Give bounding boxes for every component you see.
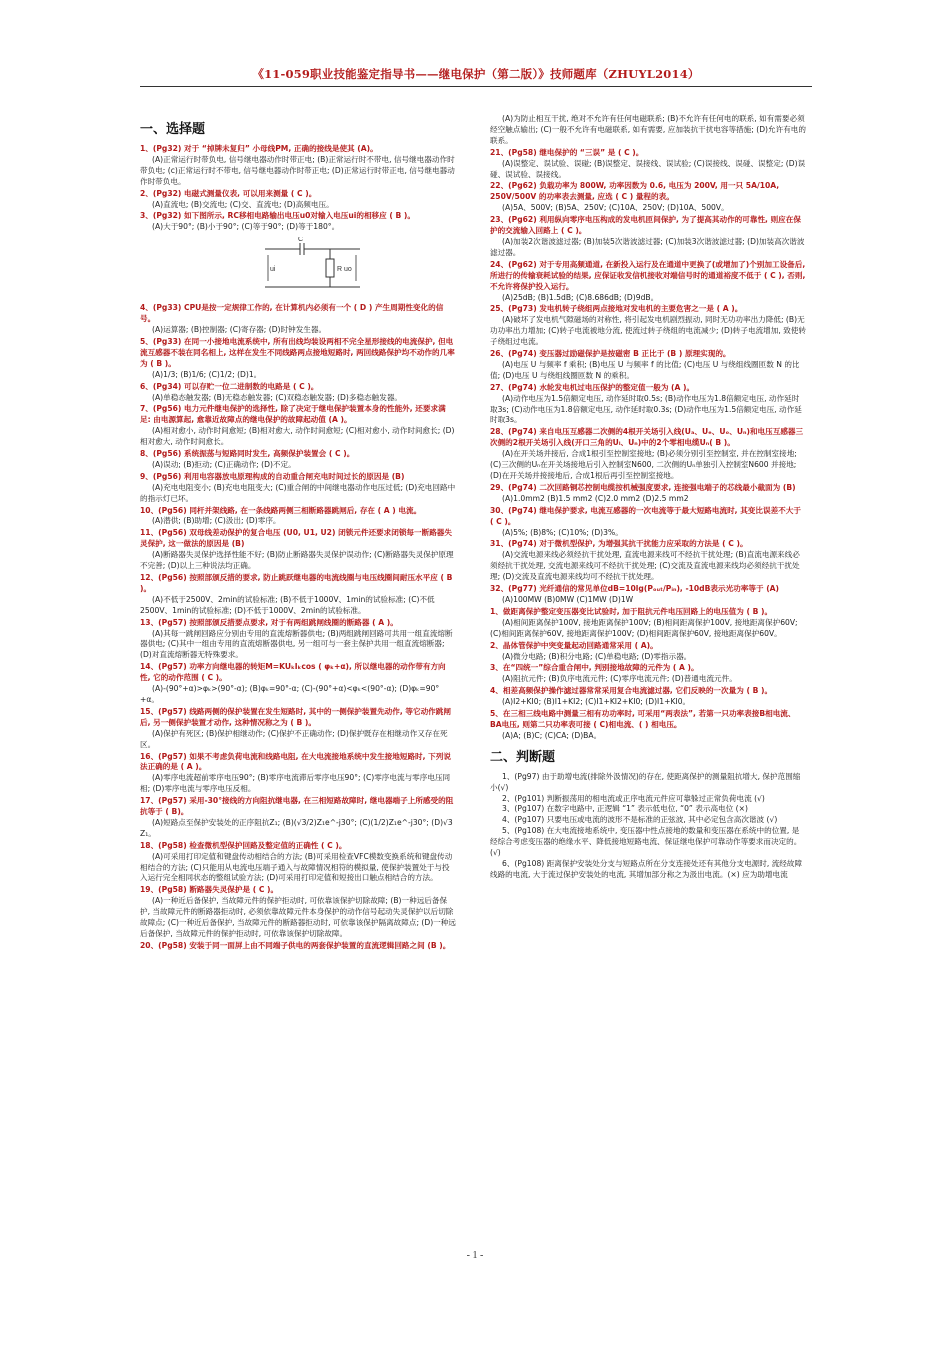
question-stem: 30、(Pg74) 继电保护要求, 电流互感器的一次电流等于最大短路电流时, 其变比误差不大于 ( C )。 xyxy=(490,505,801,526)
answer-options: (A)A; (B)C; (C)CA; (D)BA。 xyxy=(502,730,602,740)
label-c: C xyxy=(298,237,304,244)
label-r: R xyxy=(337,266,343,274)
question-stem: 27、(Pg74) 水轮发电机过电压保护的整定值一般为 (A )。 xyxy=(490,382,695,392)
answer-options: (A)-(90°+α)>φₖ>(90°-α); (B)φₖ=90°-α; (C)-(90°+α)<φₖ<(90°-α); (D)φₖ=90°+α。 xyxy=(140,684,440,704)
question-stem: 25、(Pg73) 发电机转子绕组两点接地对发电机的主要危害之一是 ( A )。 xyxy=(490,304,743,314)
question-stem: 12、(Pg56) 按照部颁反措的要求, 防止跳跃继电器的电流线圈与电压线圈间耐压水平应 ( B )。 xyxy=(140,573,453,593)
question-stem: 20、(Pg58) 安装于同一面屏上由不同端子供电的两套保护装置的直流逻辑回路之间 (B )。 xyxy=(140,940,451,950)
judge-item: 3、(Pg107) 在数字电路中, 正逻辑 “1” 表示低电位, “0” 表示高电位 (×) xyxy=(502,804,748,814)
answer-options: (A)潜供; (B)助增; (C)汲出; (D)零序。 xyxy=(152,516,281,526)
question-stem: 18、(Pg58) 检查微机型保护回路及整定值的正确性 ( C )。 xyxy=(140,840,347,850)
question-stem: 11、(Pg56) 双母线差动保护的复合电压 (U0, U1, U2) 闭锁元件还要求闭锁每一断路器失灵保护, 这一做法的原因是 (B) xyxy=(140,528,452,549)
answer-options: (A)1/3; (B)1/6; (C)1/2; (D)1。 xyxy=(152,369,262,379)
answer-options: (A)可采用打印定值和键盘传动相结合的方法; (B)可采用检查VFC模数变换系统和键盘传动相结合的方法; (C)只能用从电流电压端子通入与故障情况相符的模拟量, 使保护装置处于与投入运行完全相同状态的整组试验方法; (D)可采用打印定值和短接出口触点相结合的方法。 xyxy=(140,851,453,883)
answer-options: (A)一种近后备保护, 当故障元件的保护拒动时, 可依靠该保护切除故障; (B)一种远后备保护, 当故障元件的断路器拒动时, 必须依靠故障元件本身保护的动作信号起动失灵保护以后切除故障点; (C)一种近后备保护, 当故障元件的断路器拒动时, 可依靠该保护隔离故障点; (D)一种远后备保护, 当故障元件的保护拒动时, 可依靠该保护切除故障。 xyxy=(140,896,456,938)
question-stem: 21、(Pg58) 继电保护的 “三误” 是 ( C )。 xyxy=(490,147,644,157)
question-stem: 5、(Pg33) 在同一小接地电流系统中, 所有出线均装设两相不完全星形接线的电流保护, 但电流互感器不装在同名相上, 这样在发生不同线路两点接地短路时, 两回线路保护均不动作的几率为 ( B )。 xyxy=(140,336,455,368)
answer-options: (A)保护有死区; (B)保护相继动作; (C)保护不正确动作; (D)保护既存在相继动作又存在死区。 xyxy=(140,728,448,749)
judge-item: 2、(Pg101) 判断振荡用的相电流或正序电流元件应可靠躲过正常负荷电流 (√) xyxy=(502,793,765,803)
question-stem: 29、(Pg74) 二次回路铜芯控制电缆按机械强度要求, 连接强电端子的芯线最小截面为 (B) xyxy=(490,482,796,492)
question-stem: 24、(Pg62) 对于专用高频通道, 在新投入运行及在通道中更换了(或增加了)个别加工设备后, 所进行的传输衰耗试验的结果, 应保证收发信机接收对端信号时的通道裕度不低于 ( C ), 否则, 不允许将保护投入运行。 xyxy=(490,259,806,291)
question-stem: 10、(Pg56) 同杆并架线路, 在一条线路两侧三相断路器跳闸后, 存在 ( A ) 电流。 xyxy=(140,505,422,515)
answer-options: (A)加装2次谐波滤过器; (B)加装5次谐波滤过器; (C)加装3次谐波滤过器; (D)加装高次谐波滤过器。 xyxy=(490,236,805,257)
answer-options: (A)为防止相互干扰, 绝对不允许有任何电磁联系; (B)不允许有任何电的联系, 如有需要必须经空触点输出; (C)一般不允许有电磁联系, 如有需要, 应加装抗干扰电容等措施; (D)允许有电的联系。 xyxy=(490,114,806,145)
label-ui: ui xyxy=(270,266,276,274)
answer-options: (A)短路点至保护安装处的正序阻抗Z₁; (B)(√3/2)Z₁e^-j30°; (C)(1/2)Z₁e^-j30°; (D)√3 Z₁。 xyxy=(140,817,453,838)
question-stem: 9、(Pg56) 利用电容器放电原理构成的自动重合闸充电时间过长的原因是 (B) xyxy=(140,471,405,481)
rc-circuit-figure xyxy=(260,237,370,297)
question-stem: 7、(Pg56) 电力元件继电保护的选择性, 除了决定于继电保护装置本身的性能外, 还要求满足: 由电源算起, 愈靠近故障点的继电保护的故障起动值 (A )。 xyxy=(140,404,446,425)
answer-options: (A)1.0mm2 (B)1.5 mm2 (C)2.0 mm2 (D)2.5 mm2 xyxy=(502,493,689,503)
judge-item: 5、(Pg108) 在大电流接地系统中, 变压器中性点接地的数量和变压器在系统中的位置, 是经综合考虑变压器的绝缘水平、降低接地短路电流、保证继电保护可靠动作等要求而决定的。(√) xyxy=(490,826,802,858)
answer-options: (A)运算器; (B)控制器; (C)寄存器; (D)时钟发生器。 xyxy=(152,325,327,335)
page-number: - 1 - xyxy=(466,1250,484,1261)
answer-options: (A)交流电源来线必须经抗干扰处理, 直流电源来线可不经抗干扰处理; (B)直流电源来线必须经抗干扰处理, 交流电源来线可不经抗干扰处理; (C)交流及直流电源来线均必须经抗干扰处理; (D)交流及直流电源来线均可不经抗干扰处理。 xyxy=(490,550,800,582)
answer-options: (A)阻抗元件; (B)负序电流元件; (C)零序电流元件; (D)普通电流元件。 xyxy=(502,674,737,684)
question-stem: 23、(Pg62) 利用纵向零序电压构成的发电机匝间保护, 为了提高其动作的可靠性, 则应在保护的交流输入回路上 ( C )。 xyxy=(490,215,801,236)
question-stem: 1、做距离保护整定变压器变比试验时, 加于阻抗元件电压回路上的电压值为 ( B )。 xyxy=(490,606,773,616)
answer-options: (A)I2+KI0; (B)I1+KI2; (C)I1+KI2+KI0; (D)I1+KI0。 xyxy=(502,697,691,707)
answer-options: (A)直流电; (B)交流电; (C)交、直流电; (D)高频电压。 xyxy=(152,199,334,209)
question-stem: 1、(Pg32) 对于 “掉牌未复归” 小母线PM, 正确的接线是使其 (A)。 xyxy=(140,144,378,153)
question-stem: 32、(Pg77) 光纤通信的常见单位dB=10lg(Pₒᵤₜ/Pᵢₙ), -10dB表示光功率等于 (A) xyxy=(490,584,780,594)
answer-options: (A)相间距离保护100V, 接地距离保护100V; (B)相间距离保护100V, 接地距离保护60V; (C)相间距离保护60V, 接地距离保护100V; (D)相间距离保护60V, 接地距离保护60V。 xyxy=(490,617,798,638)
question-stem: 16、(Pg57) 如果不考虑负荷电流和线路电阻, 在大电流接地系统中发生接地短路时, 下列说法正确的是 ( A )。 xyxy=(140,751,451,772)
answer-options: (A)5A、500V; (B)5A、250V; (C)10A、250V; (D)10A、500V。 xyxy=(502,203,729,213)
right-question-list xyxy=(490,114,806,742)
answer-options: (A)零序电流超前零序电压90°; (B)零序电流滞后零序电压90°; (C)零序电流与零序电压同相; (D)零序电流与零序电压反相。 xyxy=(140,773,451,794)
question-stem: 14、(Pg57) 功率方向继电器的转矩M=KUₖIₖcos ( φₖ+α), 所以继电器的动作带有方向性, 它的动作范围 ( C )。 xyxy=(140,662,446,683)
answer-options: (A)电压 U 与频率 f 乘积; (B)电压 U 与频率 f 的比值; (C)电压 U 与绕组线圈匝数 N 的比值; (D)电压 U 与绕组线圈匝数 N 的乘积。 xyxy=(490,359,800,380)
answer-options: (A)不低于2500V、2min的试验标准; (B)不低于1000V、1min的试验标准; (C)不低2500V、1min的试验标准; (D)不低于1000V、2min的试验标准。 xyxy=(140,594,435,615)
question-stem: 2、(Pg32) 电磁式测量仪表, 可以用来测量 ( C )。 xyxy=(140,188,317,198)
answer-options: (A)5%; (B)8%; (C)10%; (D)3%。 xyxy=(502,527,623,537)
question-stem: 8、(Pg56) 系统振荡与短路同时发生, 高频保护装置会 ( C )。 xyxy=(140,449,355,459)
label-uo: uo xyxy=(344,266,352,274)
answer-options: (A)100MW (B)0MW (C)1MW (D)1W xyxy=(502,594,634,604)
question-stem: 15、(Pg57) 线路两侧的保护装置在发生短路时, 其中的一侧保护装置先动作, 等它动作跳闸后, 另一侧保护装置才动作, 这种情况称之为 ( B )。 xyxy=(140,706,451,727)
left-column xyxy=(140,120,456,952)
section-choice-title: 一、选择题 xyxy=(140,122,206,137)
answer-options: (A)误整定、误试验、误碰; (B)误整定、误接线、误试验; (C)误接线、误碰、误整定; (D)误碰、误试验、误接线。 xyxy=(490,158,806,179)
judge-item: 1、(Pg97) 由于助增电流(排除外汲情况)的存在, 使距离保护的测量阻抗增大, 保护范围缩小(√) xyxy=(490,771,801,792)
answer-options: (A)25dB; (B)1.5dB; (C)8.686dB; (D)9dB。 xyxy=(502,292,659,302)
header-rule xyxy=(140,86,812,87)
question-stem: 17、(Pg57) 采用-30°接线的方向阻抗继电器, 在三相短路故障时, 继电器端子上所感受的阻抗等于 ( B)。 xyxy=(140,796,454,817)
answer-options: (A)误动; (B)拒动; (C)正确动作; (D)不定。 xyxy=(152,459,296,469)
answer-options: (A)大于90°; (B)小于90°; (C)等于90°; (D)等于180°。 xyxy=(152,222,340,232)
answer-options: (A)动作电压为1.5倍额定电压, 动作延时取0.5s; (B)动作电压为1.8倍额定电压, 动作延时取3s; (C)动作电压为1.8倍额定电压, 动作延时取0.3s; (D)动作电压为1.5倍额定电压, 动作延时取3s。 xyxy=(490,393,802,425)
question-stem: 19、(Pg58) 断路器失灵保护是 ( C )。 xyxy=(140,885,279,895)
answer-options: (A)正常运行时带负电, 信号继电器动作时带正电; (B)正常运行时不带电, 信号继电器动作时带负电; (c)正常运行时不带电, 信号继电器动作时带正电; (D)正常运行时带正电, 信号继电器动作时带负电。 xyxy=(140,154,455,186)
question-stem: 2、晶体管保护中突变量起动回路通常采用 ( A)。 xyxy=(490,640,658,650)
judge-item: 6、(Pg108) 距离保护安装处分支与短路点所在分支连接处还有其他分支电源时, 流经故障线路的电流, 大于流过保护安装处的电流, 其增加部分称之为汲出电流。(×) 应为助增电流 xyxy=(490,859,803,879)
answer-options: (A)其每一跳闸回路应分别由专用的直流熔断器供电; (B)两组跳闸回路可共用一组直流熔断器供电; (C)其中一组由专用的直流熔断器供电, 另一组可与一套主保护共用一组直流熔断器; (D)对直流熔断器无特殊要求。 xyxy=(140,628,453,660)
answer-options: (A)破坏了发电机气隙磁场的对称性, 将引起发电机剧烈振动, 同时无功功率出力降低; (B)无功功率出力增加; (C)转子电流被地分流, 使流过转子绕组的电流减少; (D)转子电流增加, 致使转子绕组过电流。 xyxy=(490,315,806,347)
question-stem: 5、在三相三线电路中测量三相有功功率时, 可采用“两表法”, 若第一只功率表接B相电流、BA电压, 则第二只功率表可接 ( C)相电流、( ) 相电压。 xyxy=(490,709,796,729)
judge-list xyxy=(490,772,806,881)
answer-options: (A)在开关场并接后, 合成1根引至控制室接地; (B)必须分别引至控制室, 并在控制室接地; (C)三次侧的Uₙ在开关场接地后引入控制室N600, 二次侧的Uₙ单独引入控制室N600 并接地; (D)在开关场并接接地后, 合成1根后再引至控制室接地。 xyxy=(490,449,797,480)
answer-options: (A)相对愈小, 动作时间愈短; (B)相对愈大, 动作时间愈短; (C)相对愈小, 动作时间愈长; (D)相对愈大, 动作时间愈长。 xyxy=(140,426,455,447)
question-stem: 4、相差高频保护操作滤过器常常采用复合电流滤过器, 它们反映的一次量为 ( B )。 xyxy=(490,686,773,696)
right-column xyxy=(490,114,806,881)
question-stem: 22、(Pg62) 负载功率为 800W, 功率因数为 0.6, 电压为 200V, 用一只 5A/10A, 250V/500V 的功率表去测量, 应选 ( C ) 量程的表。 xyxy=(490,181,780,202)
page-header: 《11-059职业技能鉴定指导书——继电保护（第二版）》技师题库（ZHUYL2014） xyxy=(252,67,700,81)
question-stem: 4、(Pg33) CPU是按一定规律工作的, 在计算机内必须有一个 ( D ) 产生周期性变化的信号。 xyxy=(140,303,444,324)
rc-circuit-diagram xyxy=(260,237,370,297)
question-stem: 13、(Pg57) 按照部颁反措要点要求, 对于有两组跳闸线圈的断路器 ( A )。 xyxy=(140,617,398,627)
answer-options: (A)单稳态触发器; (B)无稳态触发器; (C)双稳态触发器; (D)多稳态触发器。 xyxy=(152,392,403,402)
question-stem: 6、(Pg34) 可以存贮一位二进制数的电路是 ( C )。 xyxy=(140,381,319,391)
left-question-list xyxy=(140,144,456,952)
judge-item: 4、(Pg107) 只要电压或电流的波形不是标准的正弦波, 其中必定包含高次谐波 (√) xyxy=(502,815,778,825)
section-judge-title: 二、判断题 xyxy=(490,749,556,765)
question-stem: 3、在“四统一”综合重合闸中, 判别接地故障的元件为 ( A )。 xyxy=(490,663,699,673)
question-stem: 31、(Pg74) 对于微机型保护, 为增强其抗干扰能力应采取的方法是 ( C )。 xyxy=(490,539,748,549)
question-stem: 28、(Pg74) 来自电压互感器二次侧的4根开关场引入线(Uₐ、Uₑ、Uₒ、Uₙ)和电压互感器三次侧的2根开关场引入线(开口三角的Uₗ、Uₙ)中的2个零相电缆Uₙ( B )。 xyxy=(490,427,804,448)
question-stem: 26、(Pg74) 变压器过励磁保护是按磁密 B 正比于 (B ) 原理实现的。 xyxy=(490,349,731,359)
answer-options: (A)充电电阻变小; (B)充电电阻变大; (C)重合闸的中间继电器动作电压过低; (D)充电回路中的指示灯已坏。 xyxy=(140,482,456,503)
answer-options: (A)断路器失灵保护选择性能不好; (B)防止断路器失灵保护误动作; (C)断路器失灵保护原理不完善; (D)以上三种说法均正确。 xyxy=(140,550,454,571)
question-stem: 3、(Pg32) 如下图所示, RC移相电路输出电压u0对输入电压ui的相移应 ( B )。 xyxy=(140,211,415,221)
answer-options: (A)微分电路; (B)积分电路; (C)单稳电路; (D)零指示器。 xyxy=(502,651,692,661)
